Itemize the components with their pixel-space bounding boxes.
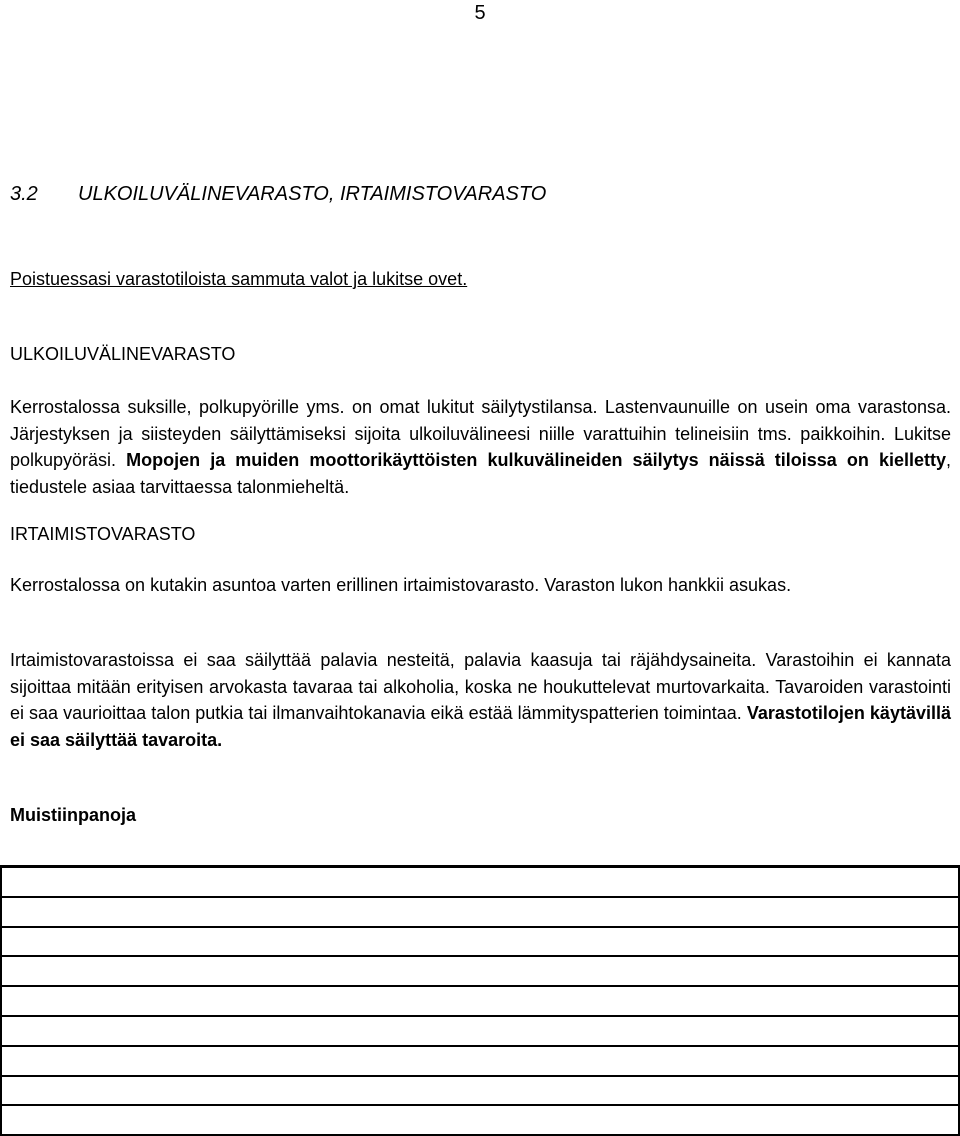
notes-heading: Muistiinpanoja (10, 805, 136, 825)
notes-line-cell (1, 956, 959, 986)
section-heading (10, 182, 546, 206)
notes-line (1, 897, 959, 927)
outdoor-storage-paragraph (10, 394, 951, 500)
section-title: ULKOILUVÄLINEVARASTO, IRTAIMISTOVARASTO (78, 183, 547, 205)
page-number: 5 (474, 2, 486, 24)
notes-line-cell (1, 986, 959, 1016)
notes-line-cell (1, 927, 959, 957)
notes-line (1, 867, 959, 897)
notes-line-cell (1, 1046, 959, 1076)
notes-line-cell (1, 1016, 959, 1046)
storage-paragraph-2 (10, 647, 951, 753)
notes-line (1, 927, 959, 957)
notes-line (1, 986, 959, 1016)
notes-lines (1, 867, 959, 1136)
storage-heading: IRTAIMISTOVARASTO (10, 524, 196, 544)
notes-line (1, 1016, 959, 1046)
notes-table (0, 865, 960, 1136)
outdoor-storage-text-end: , tiedustele asiaa tarvittaessa talonmieheltä. (10, 450, 952, 497)
exit-notice: Poistuessasi varastotiloista sammuta valot ja lukitse ovet. (10, 269, 468, 289)
notes-line (1, 1076, 959, 1106)
storage-paragraph-1: Kerrostalossa on kutakin asuntoa varten erillinen irtaimistovarasto. Varaston lukon hankkii asukas. (10, 575, 792, 595)
notes-line-cell (1, 867, 959, 897)
storage-corridor-rule: Varastotilojen käytävillä ei saa säilyttää tavaroita. (10, 703, 951, 750)
notes-line-cell (1, 1105, 959, 1135)
notes-line-cell (1, 1076, 959, 1106)
notes-line (1, 1046, 959, 1076)
outdoor-storage-text: Kerrostalossa suksille, polkupyörille yms. on omat lukitut säilytystilansa. Lastenvaunuille on usein oma varastonsa. Järjestyksen ja siisteyden säilyttämiseksi sijoita ulkoiluvälineesi niille varattuihin telineisiin tms. paikkoihin. Lukitse polkupyöräsi. (10, 397, 951, 470)
notes-line (1, 956, 959, 986)
notes-line-cell (1, 897, 959, 927)
outdoor-storage-heading: ULKOILUVÄLINEVARASTO (10, 344, 236, 364)
notes-line (1, 1105, 959, 1135)
section-number: 3.2 (10, 183, 38, 205)
outdoor-storage-prohibition: Mopojen ja muiden moottorikäyttöisten kulkuvälineiden säilytys näissä tiloissa on kielletty (126, 450, 946, 470)
storage-rules-text: Irtaimistovarastoissa ei saa säilyttää palavia nesteitä, palavia kaasuja tai räjähdysaineita. Varastoihin ei kannata sijoittaa mitään erityisen arvokasta tavaraa tai alkoholia, koska ne houkuttelevat murtovarkaita. Tavaroiden varastointi ei saa vaurioittaa talon putkia tai ilmanvaihtokanavia eikä estää lämmityspatterien toimintaa. (10, 650, 951, 723)
